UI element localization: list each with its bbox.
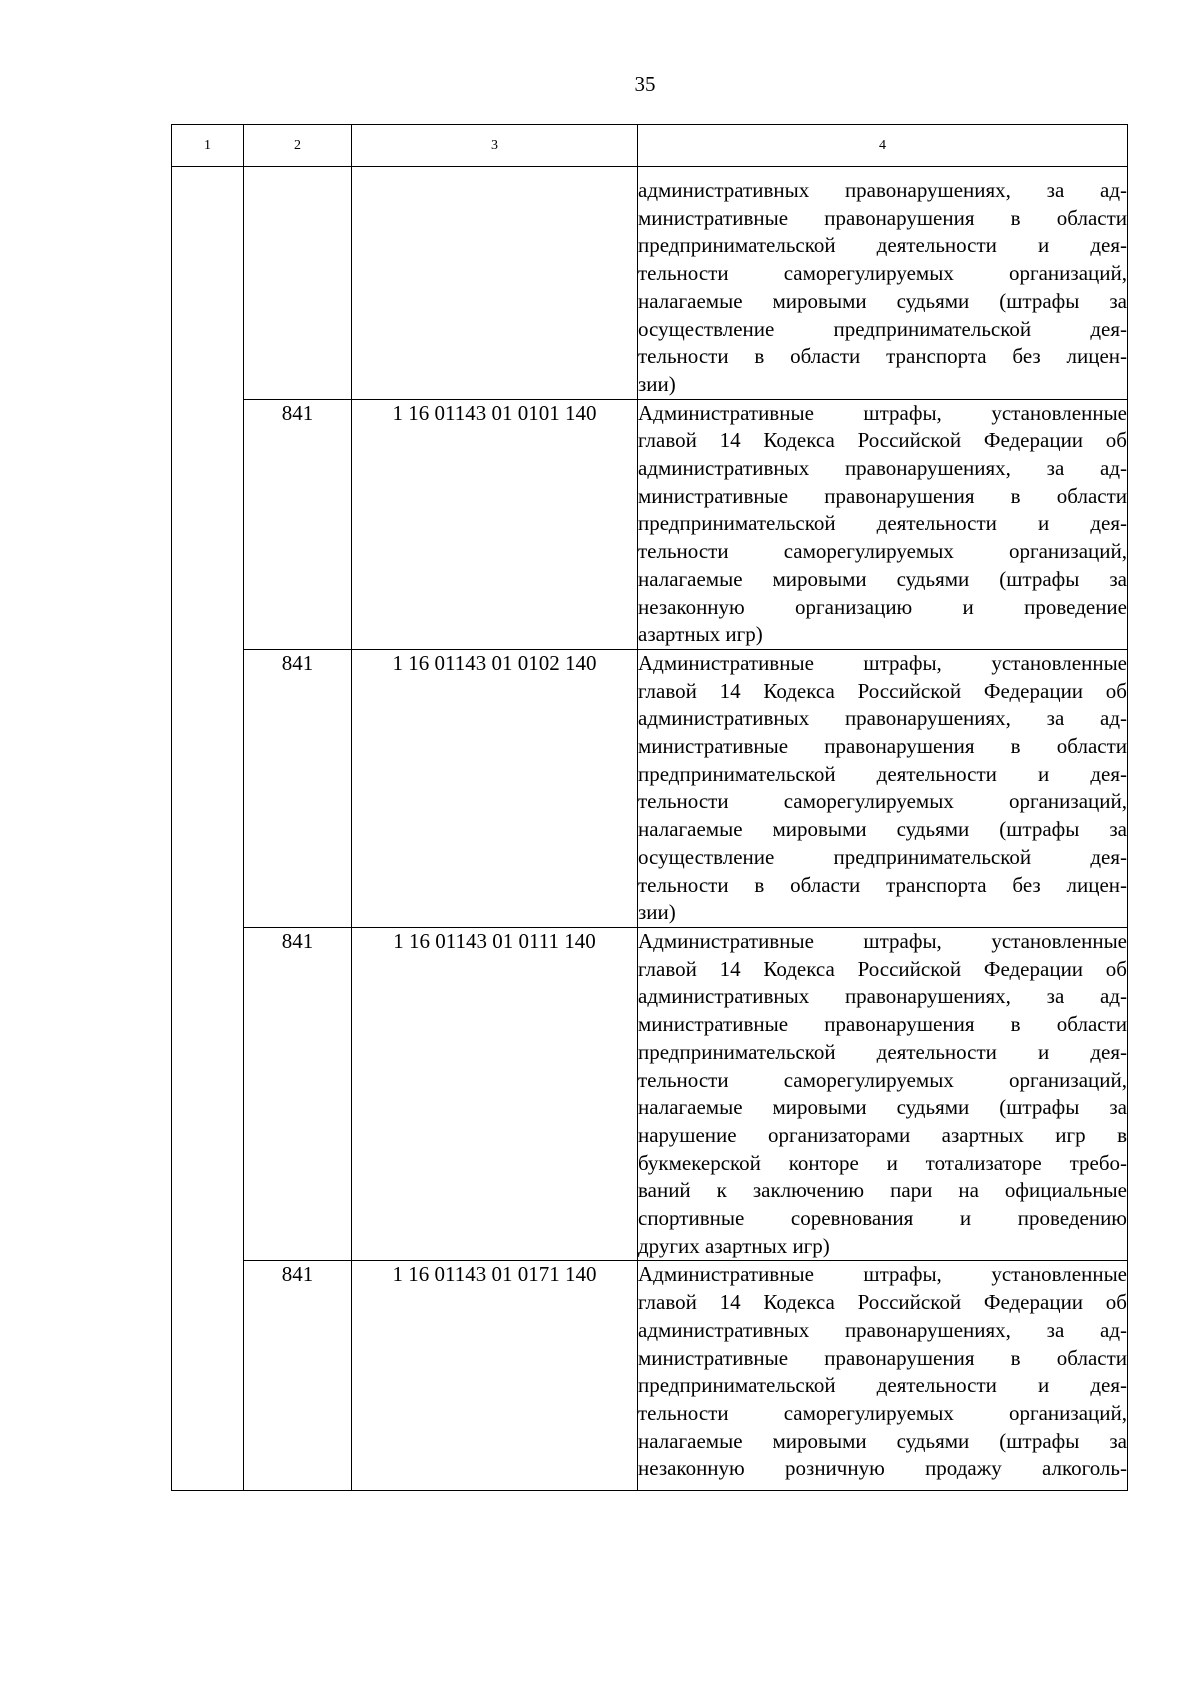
description-line: осуществление предпринимательской дея- bbox=[638, 316, 1127, 341]
column-1-cell bbox=[172, 167, 244, 1491]
description-line: главой 14 Кодекса Российской Федерации об bbox=[638, 678, 1127, 703]
description-line: предпринимательской деятельности и дея- bbox=[638, 1039, 1127, 1064]
description-line: Административные штрафы, установленные bbox=[638, 400, 1127, 425]
column-header-3: 3 bbox=[352, 125, 638, 167]
table-row bbox=[172, 399, 1128, 649]
description-line: спортивные соревнования и проведению bbox=[638, 1206, 1127, 1231]
description-line: главой 14 Кодекса Российской Федерации об bbox=[638, 428, 1127, 453]
description-line: Административные штрафы, установленные bbox=[638, 650, 1127, 675]
description-line: Административные штрафы, установленные bbox=[638, 928, 1127, 953]
budget-codes-table bbox=[171, 124, 1128, 1491]
table-header bbox=[172, 125, 1128, 167]
description-line: министративные правонарушения в области bbox=[638, 1012, 1127, 1037]
kbk-code-cell: 1 16 01143 01 0101 140 bbox=[352, 399, 638, 649]
description-line: тельности саморегулируемых организаций, bbox=[638, 789, 1127, 814]
description-line: министративные правонарушения в области bbox=[638, 1345, 1127, 1370]
admin-code-cell: 841 bbox=[244, 927, 352, 1260]
header-row bbox=[172, 125, 1128, 167]
column-header-4: 4 bbox=[638, 125, 1128, 167]
description-line: ваний к заключению пари на официальные bbox=[638, 1178, 1127, 1203]
description-line: тельности в области транспорта без лицен- bbox=[638, 872, 1127, 897]
description-line: тельности саморегулируемых организаций, bbox=[638, 1400, 1127, 1425]
table-row-continuation bbox=[172, 167, 1128, 400]
description-line: административных правонарушениях, за ад- bbox=[638, 456, 1127, 481]
description-line: букмекерской конторе и тотализаторе требо- bbox=[638, 1150, 1127, 1175]
description-cell bbox=[638, 399, 1128, 649]
description-line: предпринимательской деятельности и дея- bbox=[638, 761, 1127, 786]
description-cell bbox=[638, 1261, 1128, 1491]
description-cell bbox=[638, 167, 1128, 400]
description-line: других азартных игр) bbox=[638, 1233, 830, 1258]
description-line: административных правонарушениях, за ад- bbox=[638, 1317, 1127, 1342]
description-line: главой 14 Кодекса Российской Федерации об bbox=[638, 1290, 1127, 1315]
description-line: незаконную розничную продажу алкоголь- bbox=[638, 1456, 1127, 1481]
kbk-code-cell bbox=[352, 167, 638, 400]
admin-code-cell: 841 bbox=[244, 1261, 352, 1491]
table-row bbox=[172, 649, 1128, 927]
description-line: министративные правонарушения в области bbox=[638, 734, 1127, 759]
description-line: тельности саморегулируемых организаций, bbox=[638, 539, 1127, 564]
description-line: тельности в области транспорта без лицен- bbox=[638, 344, 1127, 369]
description-cell bbox=[638, 649, 1128, 927]
table-row bbox=[172, 1261, 1128, 1491]
description-line: тельности саморегулируемых организаций, bbox=[638, 261, 1127, 286]
admin-code-cell: 841 bbox=[244, 399, 352, 649]
description-line: предпринимательской деятельности и дея- bbox=[638, 233, 1127, 258]
description-line: налагаемые мировыми судьями (штрафы за bbox=[638, 1428, 1127, 1453]
description-line: налагаемые мировыми судьями (штрафы за bbox=[638, 288, 1127, 313]
description-line: осуществление предпринимательской дея- bbox=[638, 844, 1127, 869]
description-line: зии) bbox=[638, 900, 676, 925]
kbk-code-cell: 1 16 01143 01 0171 140 bbox=[352, 1261, 638, 1491]
description-line: министративные правонарушения в области bbox=[638, 205, 1127, 230]
kbk-code-cell: 1 16 01143 01 0102 140 bbox=[352, 649, 638, 927]
description-line: предпринимательской деятельности и дея- bbox=[638, 1373, 1127, 1398]
description-line: главой 14 Кодекса Российской Федерации об bbox=[638, 956, 1127, 981]
column-header-2: 2 bbox=[244, 125, 352, 167]
description-line: административных правонарушениях, за ад- bbox=[638, 178, 1127, 202]
description-line: налагаемые мировыми судьями (штрафы за bbox=[638, 566, 1127, 591]
description-line: предпринимательской деятельности и дея- bbox=[638, 511, 1127, 536]
description-line: Административные штрафы, установленные bbox=[638, 1262, 1127, 1287]
description-line: административных правонарушениях, за ад- bbox=[638, 984, 1127, 1009]
description-line: тельности саморегулируемых организаций, bbox=[638, 1067, 1127, 1092]
kbk-code-cell: 1 16 01143 01 0111 140 bbox=[352, 927, 638, 1260]
description-line: зии) bbox=[638, 371, 676, 396]
description-line: министративные правонарушения в области bbox=[638, 483, 1127, 508]
description-line: налагаемые мировыми судьями (штрафы за bbox=[638, 817, 1127, 842]
page-number: 35 bbox=[634, 72, 656, 96]
description-line: азартных игр) bbox=[638, 622, 763, 647]
description-line: незаконную организацию и проведение bbox=[638, 594, 1127, 619]
table-body bbox=[172, 167, 1128, 1491]
table-row bbox=[172, 927, 1128, 1260]
admin-code-cell: 841 bbox=[244, 649, 352, 927]
description-cell bbox=[638, 927, 1128, 1260]
description-line: нарушение организаторами азартных игр в bbox=[638, 1122, 1127, 1147]
description-line: налагаемые мировыми судьями (штрафы за bbox=[638, 1095, 1127, 1120]
description-line: административных правонарушениях, за ад- bbox=[638, 706, 1127, 731]
column-header-1: 1 bbox=[172, 125, 244, 167]
admin-code-cell bbox=[244, 167, 352, 400]
